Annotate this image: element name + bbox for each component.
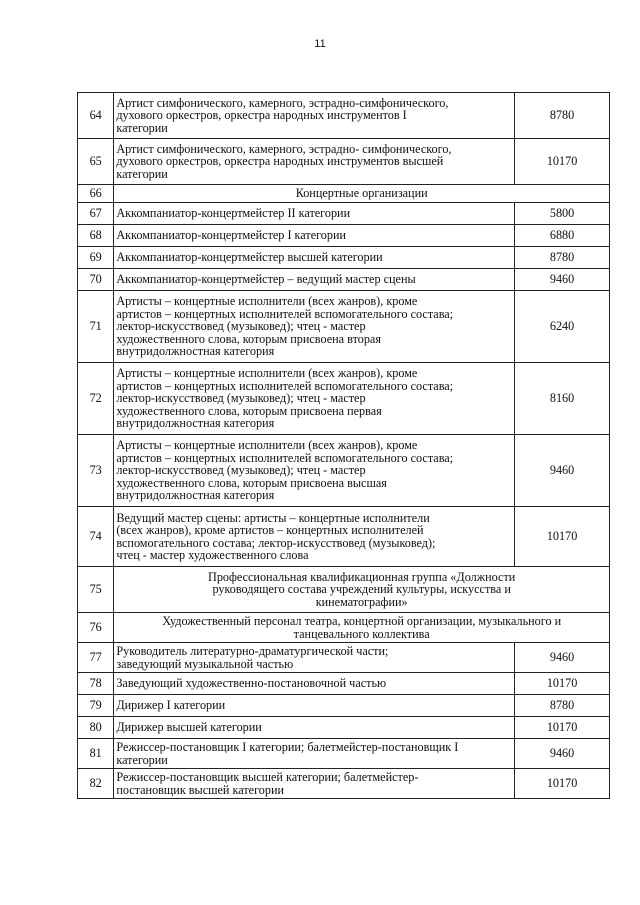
table-row xyxy=(78,717,610,739)
row-number: 70 xyxy=(78,269,114,291)
table-row xyxy=(78,139,610,185)
position-name-text: Артист симфонического, камерного, эстрадно- симфонического, духового оркестров, оркестра народных инструментов высшей категории xyxy=(116,141,452,181)
section-heading-text: Художественный персонал театра, концертной организации, музыкального и танцевального коллектива xyxy=(162,614,562,641)
position-name-text: Режиссер-постановщик I категории; балетмейстер-постановщик I категории xyxy=(116,740,459,767)
row-number: 75 xyxy=(78,567,114,613)
position-name xyxy=(114,269,515,291)
position-name xyxy=(114,643,515,673)
table-row xyxy=(78,769,610,799)
row-number: 66 xyxy=(78,185,114,203)
position-name-text: Артисты – концертные исполнители (всех жанров), кроме артистов – концертных исполнителей вспомогательного состава; лектор-искусствовед (музыковед); чтец - мастер художественного слова, которым присвоена вторая внутридолжностная категория xyxy=(116,294,454,359)
salary-value: 5800 xyxy=(515,203,610,225)
row-number: 81 xyxy=(78,739,114,769)
salary-value: 10170 xyxy=(515,769,610,799)
position-name xyxy=(114,291,515,363)
table-row xyxy=(78,185,610,203)
table-row xyxy=(78,247,610,269)
section-heading-text: Концертные организации xyxy=(295,186,428,201)
salary-value: 8780 xyxy=(515,695,610,717)
salary-table xyxy=(77,92,610,799)
table-row xyxy=(78,643,610,673)
position-name-text: Дирижер высшей категории xyxy=(116,720,262,735)
position-name-text: Артисты – концертные исполнители (всех жанров), кроме артистов – концертных исполнителей вспомогательного состава; лектор-искусствовед (музыковед); чтец - мастер художественного слова, которым присвоена первая внутридолжностная категория xyxy=(116,366,454,431)
row-number: 69 xyxy=(78,247,114,269)
row-number: 79 xyxy=(78,695,114,717)
row-number: 68 xyxy=(78,225,114,247)
salary-value: 9460 xyxy=(515,739,610,769)
position-name xyxy=(114,203,515,225)
row-number: 71 xyxy=(78,291,114,363)
salary-value: 10170 xyxy=(515,717,610,739)
position-name xyxy=(114,673,515,695)
row-number: 67 xyxy=(78,203,114,225)
salary-value: 8780 xyxy=(515,247,610,269)
row-number: 78 xyxy=(78,673,114,695)
salary-value: 6880 xyxy=(515,225,610,247)
salary-value: 8160 xyxy=(515,363,610,435)
table-row xyxy=(78,613,610,643)
table-row xyxy=(78,739,610,769)
position-name xyxy=(114,225,515,247)
position-name xyxy=(114,739,515,769)
row-number: 76 xyxy=(78,613,114,643)
position-name xyxy=(114,769,515,799)
position-name-text: Аккомпаниатор-концертмейстер высшей категории xyxy=(116,250,383,265)
section-heading-text: Профессиональная квалификационная группа «Должности руководящего состава учреждений культуры, искусства и кинематографии» xyxy=(208,569,516,609)
salary-value: 10170 xyxy=(515,139,610,185)
row-number: 74 xyxy=(78,507,114,567)
table-row xyxy=(78,567,610,613)
salary-value: 10170 xyxy=(515,507,610,567)
salary-value: 8780 xyxy=(515,93,610,139)
table-row xyxy=(78,695,610,717)
row-number: 64 xyxy=(78,93,114,139)
position-name xyxy=(114,717,515,739)
row-number: 82 xyxy=(78,769,114,799)
table-row xyxy=(78,93,610,139)
table-row xyxy=(78,507,610,567)
table-row xyxy=(78,225,610,247)
table-row xyxy=(78,435,610,507)
position-name-text: Артисты – концертные исполнители (всех жанров), кроме артистов – концертных исполнителей вспомогательного состава; лектор-искусствовед (музыковед); чтец - мастер художественного слова, которым присвоена высшая внутридолжностная категория xyxy=(116,438,454,503)
table-row xyxy=(78,203,610,225)
salary-value: 9460 xyxy=(515,435,610,507)
salary-value: 10170 xyxy=(515,673,610,695)
row-number: 80 xyxy=(78,717,114,739)
position-name xyxy=(114,247,515,269)
section-heading xyxy=(114,185,610,203)
position-name-text: Аккомпаниатор-концертмейстер – ведущий мастер сцены xyxy=(116,272,416,287)
table-row xyxy=(78,673,610,695)
page-number: 11 xyxy=(314,38,326,50)
position-name-text: Ведущий мастер сцены: артисты – концертные исполнители (всех жанров), кроме артистов – концертных исполнителей вспомогательного состава; лектор-искусствовед (музыковед); чтец - мастер художественного слова xyxy=(116,510,436,562)
position-name-text: Аккомпаниатор-концертмейстер I категории xyxy=(116,228,347,243)
position-name xyxy=(114,363,515,435)
position-name-text: Артист симфонического, камерного, эстрадно-симфонического, духового оркестров, оркестра народных инструментов I категории xyxy=(116,95,449,135)
position-name-text: Заведующий художественно-постановочной частью xyxy=(116,676,387,691)
position-name xyxy=(114,93,515,139)
position-name-text: Аккомпаниатор-концертмейстер II категории xyxy=(116,206,351,221)
position-name xyxy=(114,435,515,507)
position-name xyxy=(114,695,515,717)
position-name xyxy=(114,507,515,567)
position-name-text: Режиссер-постановщик высшей категории; балетмейстер- постановщик высшей категории xyxy=(116,770,419,797)
row-number: 77 xyxy=(78,643,114,673)
salary-value: 9460 xyxy=(515,643,610,673)
table-row xyxy=(78,269,610,291)
table-row xyxy=(78,363,610,435)
position-name xyxy=(114,139,515,185)
position-name-text: Дирижер I категории xyxy=(116,698,226,713)
salary-value: 9460 xyxy=(515,269,610,291)
position-name-text: Руководитель литературно-драматургической части; заведующий музыкальной частью xyxy=(116,644,389,671)
section-heading xyxy=(114,613,610,643)
table-row xyxy=(78,291,610,363)
salary-value: 6240 xyxy=(515,291,610,363)
row-number: 73 xyxy=(78,435,114,507)
row-number: 65 xyxy=(78,139,114,185)
section-heading xyxy=(114,567,610,613)
row-number: 72 xyxy=(78,363,114,435)
